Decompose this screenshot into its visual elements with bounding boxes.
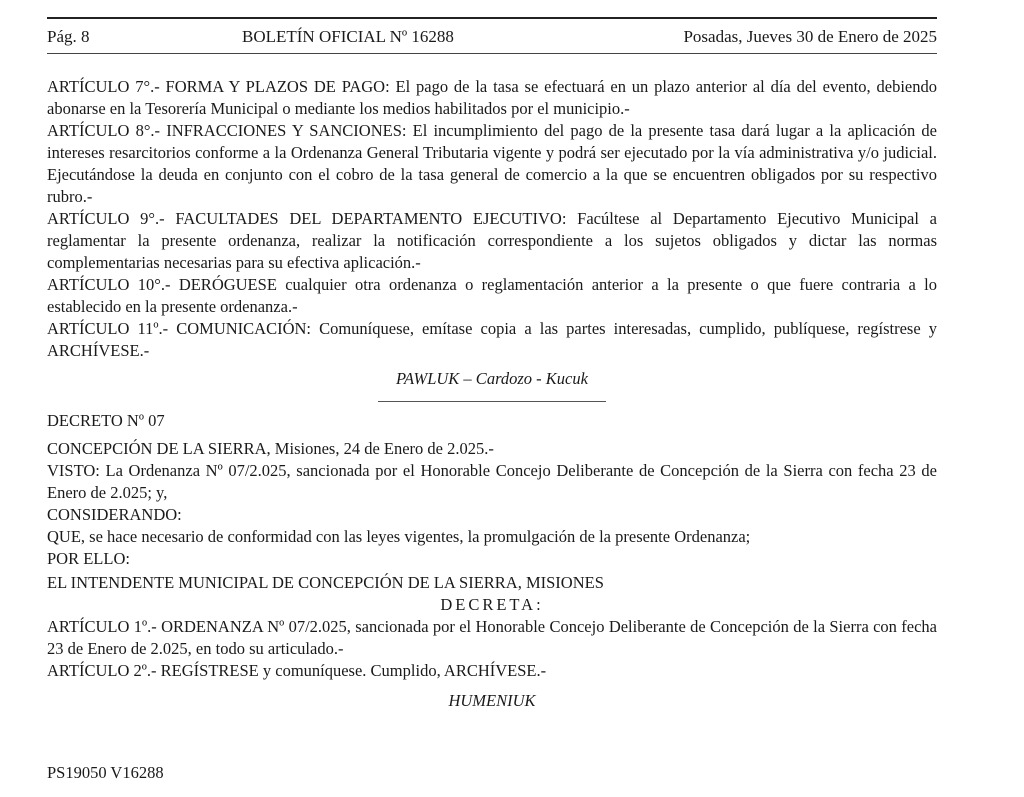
ordinance-article-8: ARTÍCULO 8°.- INFRACCIONES Y SANCIONES: El incumplimiento del pago de la presente tasa dará lugar a la aplicación de intereses resarcitorios conforme a la Ordenanza General Tributaria vigente y podrá ser ejecutado por la vía administrativa y/o judicial. Ejecutándose la deuda en conjunto con el cobro de la tasa general de comercio a la que se encuentren obligados por su respectivo rubro.- [47, 121, 937, 206]
decree-visto: VISTO: La Ordenanza Nº 07/2.025, sancionada por el Honorable Concejo Deliberante de Concepción de la Sierra con fecha 23 de Enero de 2.025; y, [47, 461, 937, 502]
ordinance-signatures: PAWLUK – Cardozo - Kucuk [396, 369, 588, 388]
ordinance-article-10: ARTÍCULO 10°.- DERÓGUESE cualquier otra ordenanza o reglamentación anterior a la presente o que fuere contraria a lo establecido en la presente ordenanza.- [47, 275, 937, 316]
page-number: Pág. 8 [47, 27, 90, 46]
document-body [47, 76, 937, 712]
section-divider [378, 401, 606, 402]
decree-decreta: DECRETA: [440, 595, 544, 614]
decree-article-2: ARTÍCULO 2º.- REGÍSTRESE y comuníquese. Cumplido, ARCHÍVESE.- [47, 661, 547, 680]
footer-code: PS19050 V16288 [47, 763, 164, 782]
ordinance-article-11: ARTÍCULO 11º.- COMUNICACIÓN: Comuníquese, emítase copia a las partes interesadas, cumplido, publíquese, regístrese y ARCHÍVESE.- [47, 319, 937, 360]
page-header [47, 24, 937, 50]
publication-date: Posadas, Jueves 30 de Enero de 2025 [683, 27, 937, 46]
decree-que: QUE, se hace necesario de conformidad con las leyes vigentes, la promulgación de la presente Ordenanza; [47, 527, 751, 546]
decree-por-ello: POR ELLO: [47, 549, 130, 568]
header-top-rule [47, 17, 937, 19]
decree-authority: EL INTENDENTE MUNICIPAL DE CONCEPCIÓN DE LA SIERRA, MISIONES [47, 573, 604, 592]
decree-place-date: CONCEPCIÓN DE LA SIERRA, Misiones, 24 de Enero de 2.025.- [47, 439, 494, 458]
ordinance-article-7: ARTÍCULO 7°.- FORMA Y PLAZOS DE PAGO: El pago de la tasa se efectuará en un plazo anterior al día del evento, debiendo abonarse en la Tesorería Municipal o mediante los medios habilitados por el municipio.- [47, 77, 937, 118]
bulletin-title: BOLETÍN OFICIAL Nº 16288 [242, 27, 454, 46]
decree-considerando: CONSIDERANDO: [47, 505, 182, 524]
decree-signature: HUMENIUK [448, 691, 536, 710]
ordinance-article-9: ARTÍCULO 9°.- FACULTADES DEL DEPARTAMENTO EJECUTIVO: Facúltese al Departamento Ejecutivo Municipal a reglamentar la presente ordenanza, realizar la notificación correspondiente a los sujetos obligados y dictar las normas complementarias necesarias para su efectiva aplicación.- [47, 209, 937, 272]
decree-title: DECRETO Nº 07 [47, 411, 165, 430]
header-bottom-rule [47, 53, 937, 54]
decree-article-1: ARTÍCULO 1º.- ORDENANZA Nº 07/2.025, sancionada por el Honorable Concejo Deliberante de Concepción de la Sierra con fecha 23 de Enero de 2.025, en todo su articulado.- [47, 617, 937, 658]
